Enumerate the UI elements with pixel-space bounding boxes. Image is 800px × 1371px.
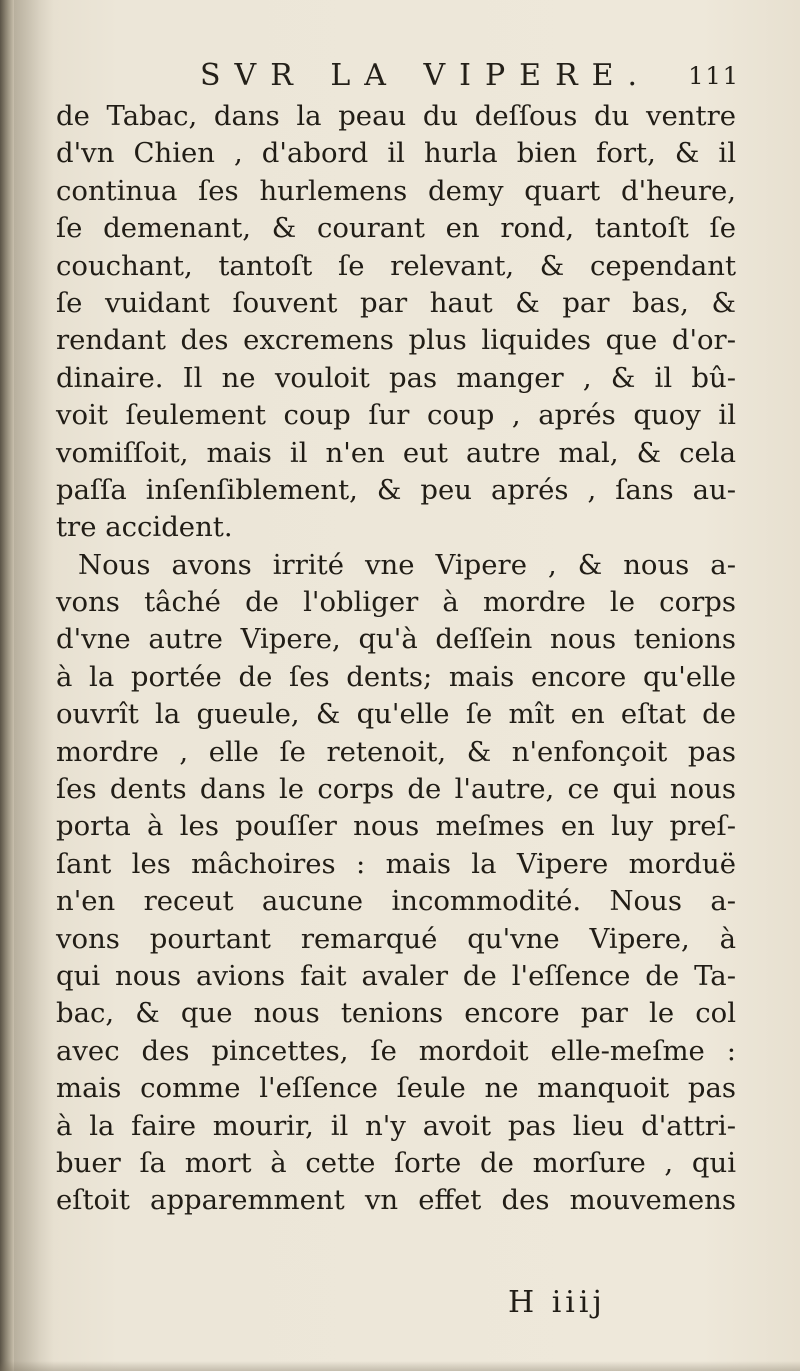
body-text: [56, 98, 736, 1220]
text-line: à la faire mourir, il n'y avoit pas lieu d'attri-: [56, 1109, 736, 1142]
text-line: n'en receut aucune incommodité. Nous a-: [56, 885, 736, 918]
text-line: eſtoit apparemment vn effet des mouvemens: [56, 1184, 736, 1217]
text-line: ſe demenant, & courant en rond, tantoſt ſe: [56, 212, 736, 245]
running-title: SVR LA VIPERE.: [200, 58, 652, 93]
text-line: avec des pincettes, ſe mordoit elle-meſme :: [56, 1034, 736, 1067]
text-line: d'vne autre Vipere, qu'à deſſein nous tenions: [56, 623, 736, 656]
text-line: continua ſes hurlemens demy quart d'heure,: [56, 174, 736, 207]
text-line: buer ſa mort à cette ſorte de morſure , qui: [56, 1146, 736, 1179]
text-line: vomiſſoit, mais il n'en eut autre mal, & cela: [56, 436, 736, 469]
page-number: 111: [688, 62, 740, 90]
paragraph-start-line: Nous avons irrité vne Vipere , & nous a-: [78, 548, 736, 581]
text-line: de Tabac, dans la peau du deſſous du ventre: [56, 100, 736, 132]
text-line: couchant, tantoſt ſe relevant, & cependant: [56, 249, 736, 282]
text-line: ſant les mâchoires : mais la Vipere morduë: [56, 847, 736, 880]
text-line: vons pourtant remarqué qu'vne Vipere, à: [56, 922, 736, 955]
text-line: tre accident.: [56, 511, 233, 544]
text-line: voit ſeulement coup ſur coup , aprés quoy il: [56, 399, 736, 432]
text-line: à la portée de ſes dents; mais encore qu'elle: [56, 660, 736, 693]
book-binding-edge: [0, 0, 14, 1371]
text-line: mais comme l'eſſence ſeule ne manquoit pas: [56, 1072, 736, 1105]
page-bottom-edge: [0, 1361, 800, 1371]
page-header: [60, 56, 740, 100]
text-line: paſſa inſenſiblement, & peu aprés , ſans au-: [56, 473, 736, 506]
text-line: ſe vuidant ſouvent par haut & par bas, &: [56, 286, 736, 319]
text-line: mordre , elle ſe retenoit, & n'enfonçoit pas: [56, 735, 736, 768]
text-line: d'vn Chien , d'abord il hurla bien fort, & il: [56, 137, 736, 170]
text-line: dinaire. Il ne vouloit pas manger , & il bû-: [56, 361, 736, 394]
text-line: qui nous avions fait avaler de l'eſſence de Ta-: [56, 959, 736, 992]
text-line: bac, & que nous tenions encore par le col: [56, 997, 736, 1030]
text-line: ſes dents dans le corps de l'autre, ce qui nous: [56, 773, 736, 806]
text-line: vons tâché de l'obliger à mordre le corps: [56, 586, 736, 619]
text-line: porta à les pouſſer nous meſmes en luy preſ-: [56, 810, 736, 843]
gutter-shadow: [14, 0, 54, 1371]
signature-mark: H iiij: [508, 1285, 606, 1320]
text-line: rendant des excremens plus liquides que d'or-: [56, 324, 736, 357]
text-line: ouvrît la gueule, & qu'elle ſe mît en eſtat de: [56, 698, 736, 731]
